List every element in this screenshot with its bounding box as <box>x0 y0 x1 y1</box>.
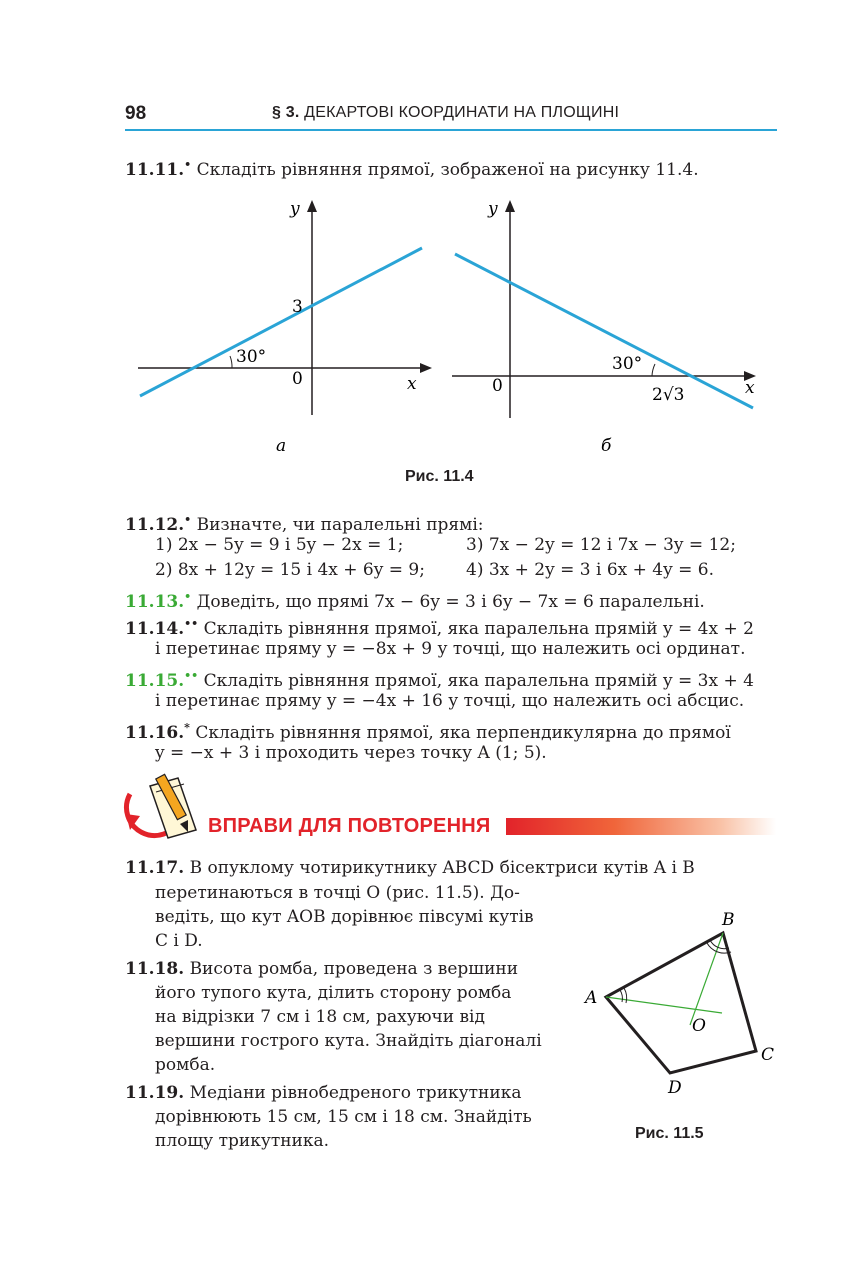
exercise-text: Доведіть, що прямі 7x − 6y = 3 і 6y − 7x = 6 паралельні. <box>196 592 705 612</box>
difficulty-mark: • <box>184 513 192 526</box>
y-axis-arrow-a <box>307 200 317 212</box>
exercise-text: Висота ромба, проведена з вершини <box>189 959 519 979</box>
exercise-11-12-item-3: 3) 7x − 2y = 12 і 7x − 3y = 12; <box>466 535 736 555</box>
page-number: 98 <box>125 103 147 124</box>
exercise-11-17-line-4: C і D. <box>155 931 203 951</box>
figure-11-5-caption: Рис. 11.5 <box>635 1125 704 1142</box>
angle-arc-b <box>652 364 655 376</box>
exercise-11-17-line-3: ведіть, що кут AOB дорівнює півсумі кутів <box>155 907 534 927</box>
vertex-label-a: A <box>585 988 598 1008</box>
exercise-11-12-item-1: 1) 2x − 5y = 9 і 5y − 2x = 1; <box>155 535 404 555</box>
angle-arc-a1 <box>620 990 622 1002</box>
exercise-number: 11.15. <box>125 671 185 691</box>
exercise-11-14-line-2: і перетинає пряму y = −8x + 9 у точці, що належить осі ординат. <box>155 639 746 659</box>
difficulty-mark: • <box>184 158 192 171</box>
y-label-a: y <box>290 199 300 219</box>
running-header <box>272 104 619 122</box>
vertex-label-d: D <box>668 1078 682 1098</box>
figure-11-4-caption: Рис. 11.4 <box>405 468 474 485</box>
exercise-11-19 <box>125 1081 521 1105</box>
bisector-a <box>606 997 722 1013</box>
exercise-11-12-item-4: 4) 3x + 2y = 3 і 6x + 4y = 6. <box>466 560 714 580</box>
exercise-text: Медіани рівнобедреного трикутника <box>189 1083 522 1103</box>
x-label-b: x <box>745 378 755 398</box>
difficulty-mark: •• <box>184 617 199 630</box>
exercise-number: 11.16. <box>125 723 185 743</box>
exercise-11-11 <box>125 153 699 182</box>
graph-a <box>138 199 432 456</box>
header-rule <box>125 129 777 131</box>
origin-label-a: 0 <box>292 369 303 389</box>
line-a <box>140 248 422 396</box>
exercise-11-19-line-3: площу трикутника. <box>155 1131 330 1151</box>
exercise-11-17-line-2: перетинаються в точці O (рис. 11.5). До- <box>155 883 520 903</box>
exercise-11-16-line-2: y = −x + 3 і проходить через точку A (1; 5). <box>155 743 547 763</box>
exercise-text: Складіть рівняння прямої, яка паралельна прямій y = 3x + 4 <box>203 671 754 691</box>
review-section-title: ВПРАВИ ДЛЯ ПОВТОРЕННЯ <box>208 815 491 837</box>
y-label-b: y <box>488 199 498 219</box>
exercise-11-18-line-4: вершини гострого кута. Знайдіть діагоналі <box>155 1031 542 1051</box>
vertex-label-c: C <box>761 1045 775 1065</box>
difficulty-mark: • <box>184 590 192 603</box>
point-label-o: O <box>692 1016 706 1036</box>
figure-11-5 <box>580 905 780 1100</box>
exercise-number: 11.18. <box>125 959 185 979</box>
review-section-bar <box>506 818 776 835</box>
origin-label-b: 0 <box>492 376 503 396</box>
quadrilateral-abcd <box>606 933 756 1073</box>
exercise-text: Складіть рівняння прямої, яка перпендикулярна до прямої <box>195 723 731 743</box>
intercept-label-b: 2√3 <box>652 385 685 405</box>
exercise-text: Визначте, чи паралельні прямі: <box>196 515 484 535</box>
exercise-number: 11.13. <box>125 592 185 612</box>
pencil-compass-icon <box>122 772 206 842</box>
exercise-number: 11.19. <box>125 1083 185 1103</box>
exercise-11-18 <box>125 957 518 981</box>
sublabel-b: б <box>601 436 612 456</box>
exercise-number: 11.11. <box>125 160 185 180</box>
exercise-text: Складіть рівняння прямої, зображеної на рисунку 11.4. <box>196 160 699 180</box>
exercise-11-15-line-2: і перетинає пряму y = −4x + 16 у точці, що належить осі абсцис. <box>155 691 745 711</box>
exercise-11-19-line-2: дорівнюють 15 см, 15 см і 18 см. Знайдіть <box>155 1107 532 1127</box>
angle-arc-a <box>230 356 232 368</box>
x-label-a: x <box>407 374 417 394</box>
sublabel-a: а <box>276 436 287 456</box>
section-title: ДЕКАРТОВІ КООРДИНАТИ НА ПЛОЩИНІ <box>304 104 620 121</box>
exercise-11-18-line-3: на відрізки 7 см і 18 см, рахуючи від <box>155 1007 485 1027</box>
vertex-label-b: B <box>722 910 735 930</box>
graph-b <box>452 199 756 456</box>
figure-11-4 <box>120 190 780 465</box>
angle-label-b: 30° <box>612 354 643 374</box>
exercise-number: 11.14. <box>125 619 185 639</box>
exercise-number: 11.17. <box>125 858 185 878</box>
angle-label-a: 30° <box>236 347 267 367</box>
exercise-11-12-item-2: 2) 8x + 12y = 15 і 4x + 6y = 9; <box>155 560 425 580</box>
exercise-11-13 <box>125 585 705 614</box>
difficulty-mark: •• <box>184 669 199 682</box>
exercise-11-17 <box>125 856 695 880</box>
y-axis-arrow-b <box>505 200 515 212</box>
exercise-text: В опуклому чотирикутнику ABCD бісектриси кутів A і B <box>189 858 695 878</box>
exercise-11-18-line-2: його тупого кута, ділить сторону ромба <box>155 983 512 1003</box>
x-axis-arrow-a <box>420 363 432 373</box>
angle-arc-a2 <box>624 988 627 1003</box>
exercise-text: Складіть рівняння прямої, яка паралельна прямій y = 4x + 2 <box>203 619 754 639</box>
section-mark: § 3. <box>272 104 300 121</box>
intercept-label-a: 3 <box>292 297 303 317</box>
exercise-11-18-line-5: ромба. <box>155 1055 216 1075</box>
exercise-number: 11.12. <box>125 515 185 535</box>
difficulty-mark: * <box>184 721 190 734</box>
